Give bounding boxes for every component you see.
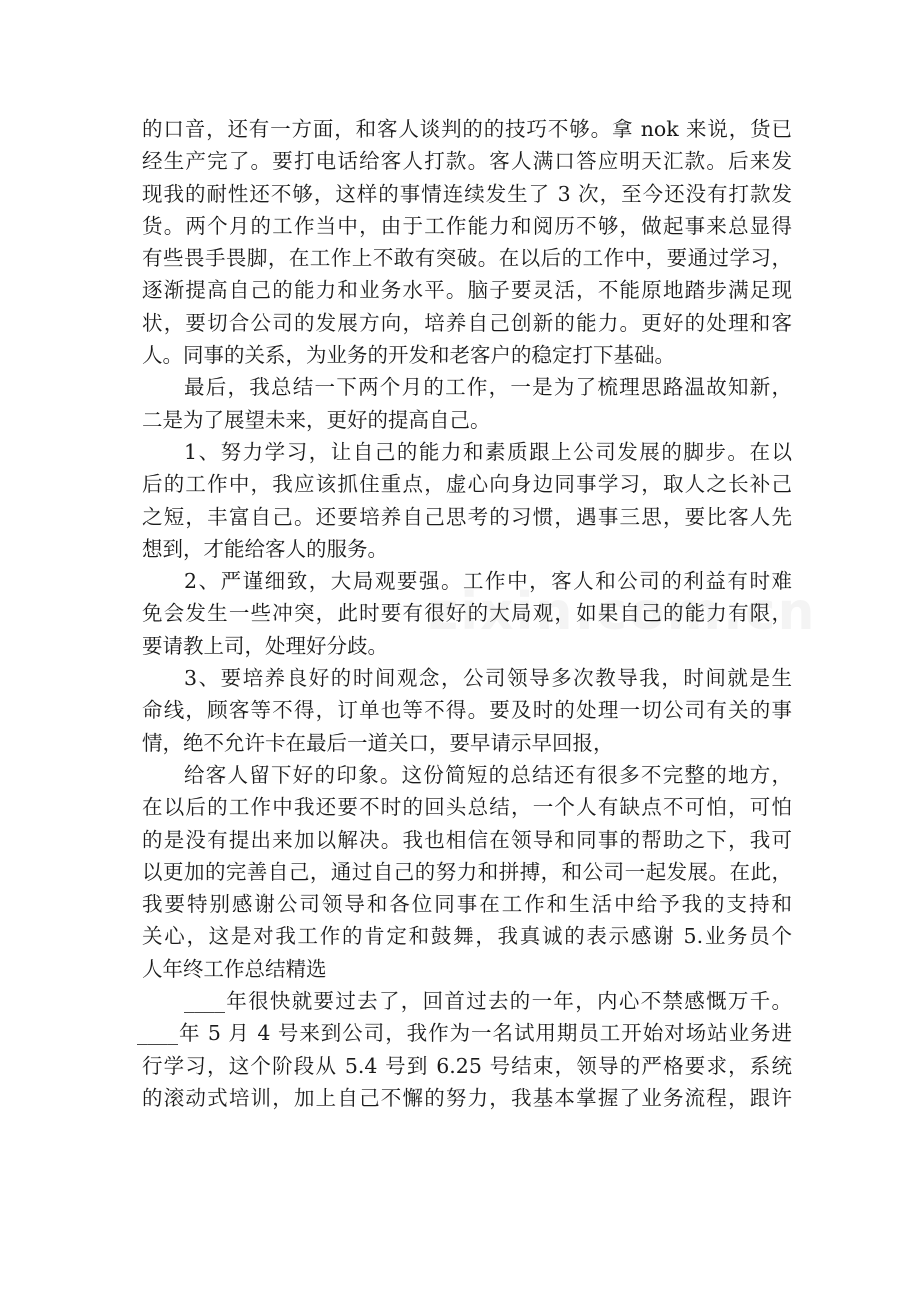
text-line: 后的工作中，我应该抓住重点，虚心向身边同事学习，取人之长补己 — [142, 472, 792, 497]
text-line: 给客人留下好的印象。这份简短的总结还有很多不完整的地方， — [184, 762, 792, 787]
text-line: 命线，顾客等不得，订单也等不得。要及时的处理一切公司有关的事 — [142, 698, 792, 723]
text-line: 关心，这是对我工作的肯定和鼓舞，我真诚的表示感谢 5.业务员个 — [142, 924, 792, 949]
text-line: 情，绝不允许卡在最后一道关口，要早请示早回报， — [142, 730, 614, 755]
text-line: 想到，才能给客人的服务。 — [142, 536, 388, 561]
text-line: 行学习，这个阶段从 5.4 号到 6.25 号结束，领导的严格要求，系统 — [142, 1053, 792, 1078]
document-body — [137, 113, 792, 1114]
text-line: 货。两个月的工作当中，由于工作能力和阅历不够，做起事来总显得 — [142, 213, 792, 238]
text-line: 经生产完了。要打电话给客人打款。客人满口答应明天汇款。后来发 — [142, 149, 792, 174]
text-line: 在以后的工作中我还要不时的回头总结，一个人有缺点不可怕，可怕 — [142, 795, 792, 820]
text-line: 二是为了展望未来，更好的提高自己。 — [142, 407, 491, 432]
text-line: 的是没有提出来加以解决。我也相信在领导和同事的帮助之下，我可 — [142, 827, 792, 852]
text-line: 最后，我总结一下两个月的工作，一是为了梳理思路温故知新， — [184, 375, 792, 400]
text-line: 状，要切合公司的发展方向，培养自己创新的能力。更好的处理和客 — [142, 310, 792, 335]
text-line: 的滚动式培训，加上自己不懈的努力，我基本掌握了业务流程，跟许 — [142, 1085, 792, 1110]
text-line: 的口音，还有一方面，和客人谈判的的技巧不够。拿 nok 来说，货已 — [142, 117, 792, 141]
text-line: ____年 5 月 4 号来到公司，我作为一名试用期员工开始对场站业务进 — [137, 1021, 792, 1046]
text-line: 人。同事的关系，为业务的开发和老客户的稳定打下基础。 — [142, 343, 675, 368]
text-line: 逐渐提高自己的能力和业务水平。脑子要灵活，不能原地踏步满足现 — [142, 278, 792, 303]
text-line: 1、努力学习，让自己的能力和素质跟上公司发展的脚步。在以 — [184, 439, 792, 464]
text-line: 人年终工作总结精选 — [142, 956, 327, 981]
text-line: 我要特别感谢公司领导和各位同事在工作和生活中给予我的支持和 — [142, 892, 792, 917]
text-line: 2、严谨细致，大局观要强。工作中，客人和公司的利益有时难 — [184, 569, 792, 594]
text-line: 之短，丰富自己。还要培养自己思考的习惯，遇事三思，要比客人先 — [142, 504, 792, 529]
text-line: 现我的耐性还不够，这样的事情连续发生了 3 次，至今还没有打款发 — [142, 181, 792, 206]
text-line: ____年很快就要过去了，回首过去的一年，内心不禁感慨万千。 — [184, 989, 792, 1014]
text-line: 免会发生一些冲突，此时要有很好的大局观，如果自己的能力有限， — [142, 601, 792, 626]
text-line: 要请教上司，处理好分歧。 — [142, 633, 388, 658]
text-line: 3、要培养良好的时间观念，公司领导多次教导我，时间就是生 — [184, 666, 792, 691]
text-line: 以更加的完善自己，通过自己的努力和拼搏，和公司一起发展。在此， — [142, 859, 792, 884]
text-line: 有些畏手畏脚，在工作上不敢有突破。在以后的工作中，要通过学习， — [142, 246, 792, 271]
